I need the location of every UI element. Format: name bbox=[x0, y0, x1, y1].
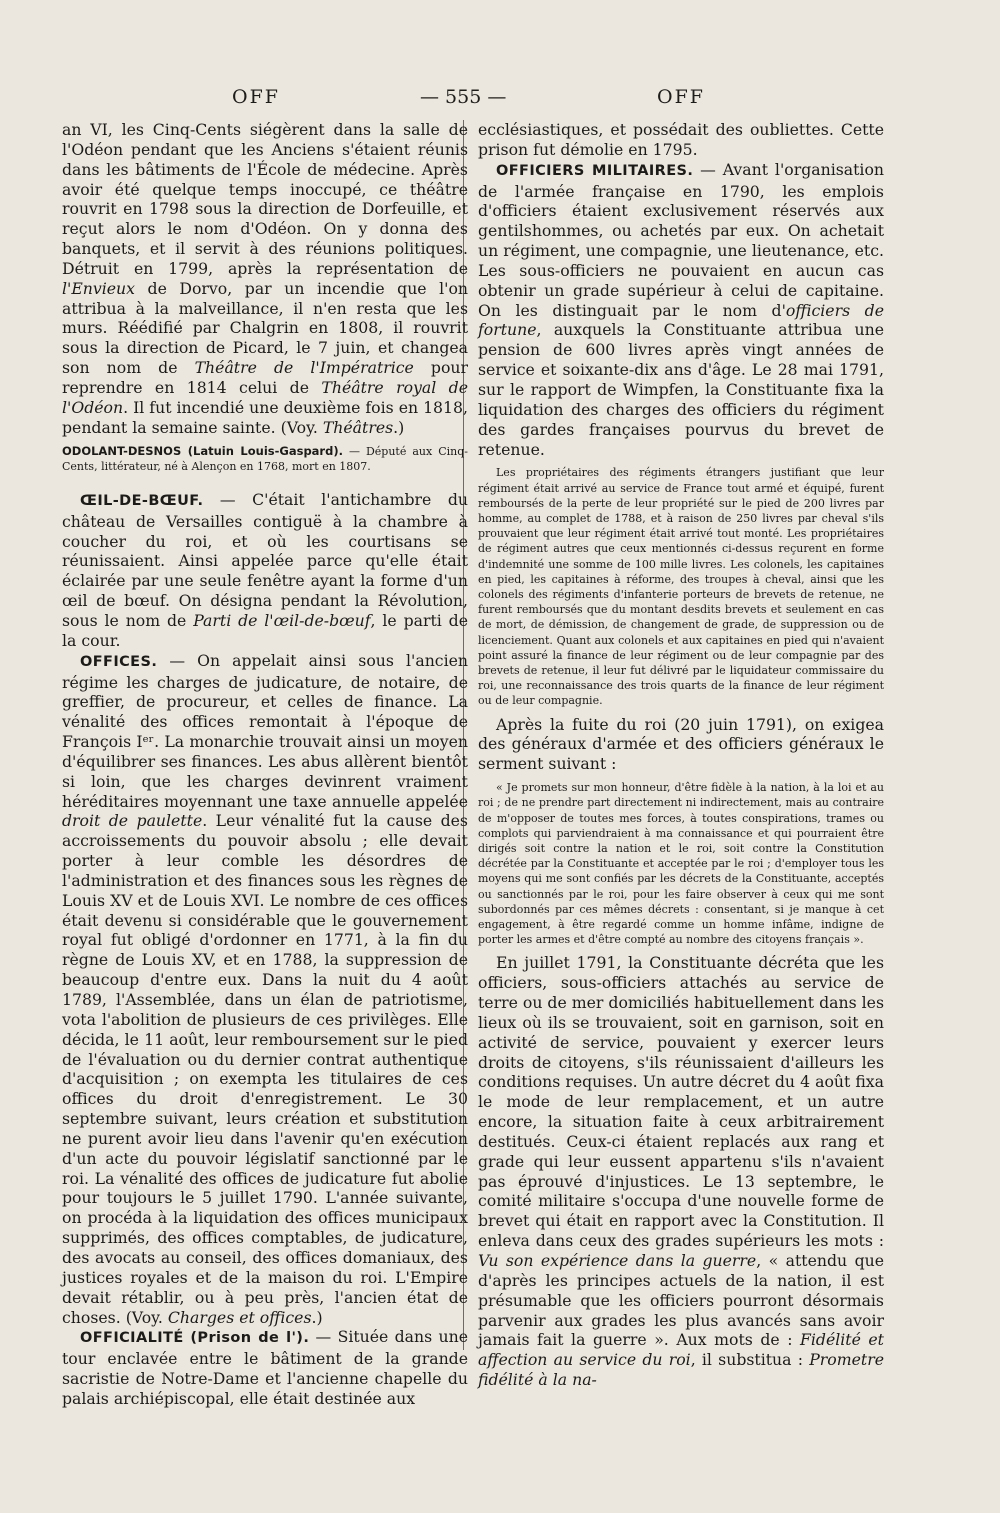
italic-title: Théâtre royal de l'Odéon bbox=[62, 377, 468, 417]
left-column bbox=[62, 120, 468, 1409]
text: , il substitua : bbox=[690, 1350, 810, 1370]
italic-title: Théâtres bbox=[322, 417, 394, 437]
entry-offices bbox=[62, 651, 468, 1328]
paragraph-juillet-1791 bbox=[478, 953, 884, 1390]
entry-heading: OFFICES. bbox=[80, 653, 158, 670]
entry-text: .) bbox=[311, 1307, 323, 1327]
page-number: — 555 — bbox=[420, 86, 507, 108]
entry-text: . Leur vénalité fut la cause des accroissements du pouvoir absolu ; elle devait porter à leur comble les désordres de l'administration et des finances sous les règnes de Louis XV et de Louis XVI. Le nombre de ces offices était devenu si considérable que le gouvernement royal fut obligé d'ordonner en 1771, à la fin du règne de Louis XV, et en 1788, la suppression de beaucoup d'entre eux. Dans la nuit du 4 août 1789, l'Assemblée, dans un élan de patriotisme, vota l'abolition de plusieurs de ces privilèges. Elle décida, le 11 août, leur remboursement sur le pied de l'évaluation ou du dernier contrat authentique d'acquisition ; on exempta les titulaires de ces offices du droit d'enregistrement. Le 30 septembre suivant, leurs création et substitution ne purent avoir lieu dans l'avenir qu'en exécution d'un acte du pouvoir législatif sanctionné par le roi. La vénalité des offices de judicature fut abolie pour toujours le 5 juillet 1790. L'année suivante, on procéda à la liquidation des offices municipaux supprimés, des offices comptables, de judicature, des avocats au conseil, des offices domaniaux, des justices royales et de la maison du roi. L'Empire devait rétablir, ou à peu près, l'ancien état de choses. (Voy. bbox=[62, 811, 468, 1327]
entry-text: — Avant l'organisation de l'armée française en 1790, les emplois d'officiers étaient exclusivement réservés aux gentilshommes, ou achetés par eux. On achetait un régiment, une compagnie, une lieutenance, etc. Les sous-officiers ne pouvaient en aucun cas obtenir un grade supérieur à celui de capitaine. On les distinguait par le nom d' bbox=[478, 159, 884, 320]
italic-term: officiers de fortune bbox=[478, 300, 884, 340]
text: En juillet 1791, la Constituante décréta que les officiers, sous-officiers attachés au service de terre ou de mer domiciliés habituellement dans les lieux où ils se trouvaient, soit en garnison, soit en activité de service, pouvaient y exercer leurs droits de citoyens, s'ils réunissaient d'ailleurs les conditions requises. Un autre décret du 4 août fixa le mode de leur remplacement, et un autre encore, la situation faite à ceux arbitrairement destitués. Ceux-ci étaient replacés aux rang et grade qui leur eussent appartenu s'ils n'avaient pas éprouvé d'injustices. Le 13 septembre, le comité militaire s'occupa d'une nouvelle forme de brevet qui était en rapport avec la Constitution. Il enleva dans ceux des grades supérieurs les mots : bbox=[478, 953, 884, 1251]
entry-heading: OFFICIALITÉ (Prison de l'). bbox=[80, 1330, 310, 1347]
italic-term: droit de paulette bbox=[62, 811, 203, 831]
officialite-continuation: ecclésiastiques, et possédait des oubliettes. Cette prison fut démolie en 1795. bbox=[478, 120, 884, 159]
italic-term: Parti de l'œil-de-bœuf bbox=[193, 610, 371, 630]
entry-oeil-de-boeuf bbox=[62, 490, 468, 651]
running-head-left: OFF bbox=[232, 86, 280, 108]
entry-text: , le parti de la cour. bbox=[62, 610, 468, 650]
italic-quote: Vu son expérience dans la guerre bbox=[478, 1251, 757, 1271]
entry-heading: ODOLANT-DESNOS (Latuin Louis-Gaspard). bbox=[62, 443, 343, 458]
entry-text: — Député aux Cinq-Cents, littérateur, né à Alençon en 1768, mort en 1807. bbox=[62, 444, 468, 473]
entry-text: , auxquels la Constituante attribua une pension de 600 livres après vingt années de service et soixante-dix ans d'âge. Le 28 mai 1791, sur le rapport de Wimpfen, la Constituante fixa la liquidation des charges des officiers du régiment des gardes françaises pourvus du brevet de retenue. bbox=[478, 320, 884, 459]
italic-quote: Fidélité et affection au service du roi bbox=[478, 1330, 884, 1370]
italic-title: Théâtre de l'Impératrice bbox=[194, 358, 414, 378]
text: .) bbox=[393, 417, 405, 437]
odeon-continuation bbox=[62, 120, 468, 438]
italic-title: l'Envieux bbox=[62, 278, 135, 298]
oath-quote: « Je promets sur mon honneur, d'être fidèle à la nation, à la loi et au roi ; de ne prendre part directement ni indirectement, mais au contraire de m'opposer de toutes mes forces, à toutes conspirations, trames ou complots qui parviendraient à ma connaissance et qui pourraient être dirigés soit contre la nation et le roi, soit contre la Constitution décrétée par la Constituante et acceptée par le roi ; d'employer tous les moyens qui me sont confiés par les décrets de la Constituante, acceptés ou sanctionnés par le roi, pour les faire observer à ceux qui me sont subordonnés par ces mêmes décrets : consentant, si je manque à cet engagement, à être regardé comme un homme infâme, indigne de porter les armes et d'être compté au nombre des citoyens français ». bbox=[478, 781, 884, 947]
right-column bbox=[478, 120, 884, 1390]
paragraph-serment: Après la fuite du roi (20 juin 1791), on exigea des généraux d'armée et des officiers généraux le serment suivant : bbox=[478, 714, 884, 774]
text: pour reprendre en 1814 celui de bbox=[62, 358, 469, 397]
text: an VI, les Cinq-Cents siégèrent dans la salle de l'Odéon pendant que les Anciens s'étaient réunis dans les bâtiments de l'École de médecine. Après avoir été quelque temps inoccupé, ce théâtre rouvrit en 1798 sous la direction de Dorfeuille, et reçut alors le nom d'Odéon. On y donna des banquets, et il servit à des réunions politiques. Détruit en 1799, après la représentation de bbox=[62, 120, 468, 278]
small-print-note: Les propriétaires des régiments étrangers justifiant que leur régiment était arrivé au service de France tout armé et équipé, furent remboursés de la perte de leur propriété sur le pied de 200 livres par homme, au complet de 1788, et à raison de 250 livres par cheval s'ils prouvaient que leur régiment était arrivé tout monté. Les propriétaires de régiment autres que ceux mentionnés ci-dessus reçurent en forme d'indemnité une somme de 100 mille livres. Les colonels, les capitaines en pied, les capitaines à réforme, des troupes à cheval, ainsi que les colonels des régiments d'infanterie porteurs de brevets de retenue, ne furent remboursés que du montant desdits brevets et seulement en cas de mort, de démission, de changement de grade, de suppression ou de licenciement. Quant aux colonels et aux capitaines en pied qui n'avaient point assuré la finance de leur régiment ou de leur compagnie par des brevets de retenue, il leur fut délivré par le liquidateur commissaire du roi, une reconnaissance des trois quarts de la finance de leur régiment ou de leur compagnie. bbox=[478, 466, 884, 708]
entry-officialite bbox=[62, 1327, 468, 1408]
entry-officiers-militaires bbox=[478, 160, 884, 460]
entry-text: — C'était l'antichambre du château de Versailles contiguë à la chambre à coucher du roi, et où les courtisans se réunissaient. Ainsi appelée parce qu'elle était éclairée par une seule fenêtre ayant la forme d'un œil de bœuf. On désigna pendant la Révolution, sous le nom de bbox=[62, 489, 468, 630]
entry-text: — Située dans une tour enclavée entre le bâtiment de la grande sacristie de Notre-Dame et l'ancienne chapelle du palais archiépiscopal, elle était destinée aux bbox=[62, 1327, 468, 1408]
text: de Dorvo, par un incendie que l'on attribua à la malveillance, il n'en resta que les murs. Réédifié par Chalgrin en 1808, il rouvrit sous la direction de Picard, le 7 juin, et changea son nom de bbox=[62, 278, 468, 378]
italic-quote: Prometre fidélité à la na- bbox=[478, 1350, 884, 1390]
entry-odolant bbox=[62, 444, 468, 474]
text: . Il fut incendié une deuxième fois en 1818, pendant la semaine sainte. (Voy. bbox=[62, 397, 468, 437]
entry-heading: OFFICIERS MILITAIRES. bbox=[496, 162, 694, 179]
text: , « attendu que d'après les principes actuels de la nation, il est présumable que les officiers pourront désormais parvenir aux grades les plus avancés sans avoir jamais fait la guerre ». Aux mots de : bbox=[478, 1251, 884, 1350]
entry-heading: ŒIL-DE-BŒUF. bbox=[80, 492, 204, 509]
running-head-right: OFF bbox=[657, 86, 705, 108]
italic-term: Charges et offices bbox=[167, 1307, 312, 1327]
entry-text: — On appelait ainsi sous l'ancien régime les charges de judicature, de notaire, de greffier, de procureur, et celles de finance. La vénalité des offices remontait à l'époque de François Iᵉʳ. La monarchie trouvait ainsi un moyen d'équilibrer ses finances. Les abus allèrent bientôt si loin, que les charges devinrent vraiment héréditaires moyennant une taxe annuelle appelée bbox=[62, 650, 468, 811]
